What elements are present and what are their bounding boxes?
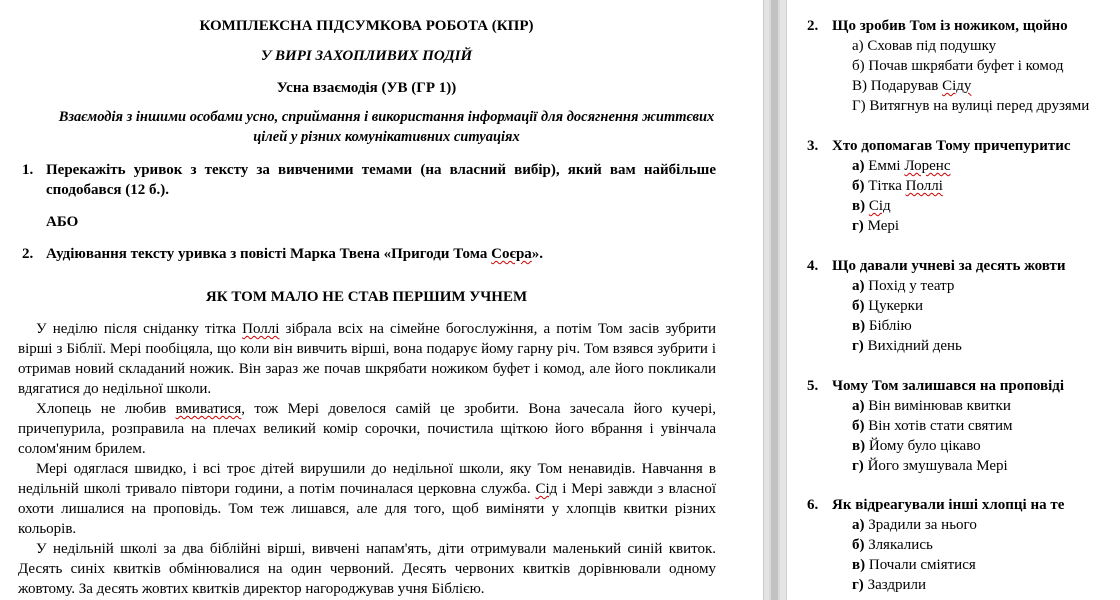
task-number: 2. xyxy=(22,246,34,262)
question-heading: 6. Як відреагували інші хлопці на те xyxy=(807,497,1065,513)
question-item xyxy=(807,16,1120,116)
answer-option: б) Він хотів стати святим xyxy=(852,418,1013,434)
task-item-1 xyxy=(22,160,716,200)
question-item xyxy=(807,376,1120,476)
answer-option: б) Цукерки xyxy=(852,298,923,314)
question-heading: 2. Що зробив Том із ножиком, щойно xyxy=(807,18,1068,34)
story-paragraph: У неділю після сніданку тітка Поллі зібрала всіх на сімейне богослужіння, а потім Том засів зубрити вірші з Біблії. Мері пообіцяла, що коли він вивчить вірші, вона подарує йому гарну річ. Том взявся зубрити і отримав новий складаний ножик. Він зараз же почав шкрябати ножиком буфет і комод, але його покликали вдягатися до недільної школи. xyxy=(18,321,716,397)
question-item xyxy=(807,495,1120,595)
story-paragraph: Мері одяглася швидко, і всі троє дітей вирушили до недільної школи, яку Том ненавидів. Навчання в недільній школі тривало півтори години, а потім починалася церковна служба. Сід і Мері завжди з власної охоти лишалися на проповідь. Том теж лишався, але для того, щоб виміняти у хлопців квитки різних кольорів. xyxy=(18,461,717,537)
spellcheck-word: Сід xyxy=(868,198,891,214)
story-text xyxy=(18,319,716,599)
scrollbar-thumb[interactable] xyxy=(771,0,778,600)
spellcheck-word: Соєра xyxy=(491,246,532,262)
answer-option: в) Йому було цікаво xyxy=(852,438,981,454)
answer-option: в) Почали сміятися xyxy=(852,557,976,573)
story-paragraph: Хлопець не любив вмиватися, тож Мері довелося самій це зробити. Вона зачесала його кучері, причепурила, розправила на плечах великий комір сорочки, почистила щіткою його вбрання і увінчала солом'яним брилем. xyxy=(18,401,716,457)
question-item xyxy=(807,256,1120,356)
story-paragraph: У недільній школі за два біблійні вірші, вивчені напам'ять, діти отримували маленький синій квиток. Десять синіх квитків обмінювалися на один червоний. Десять червоних квитків дорівнювали одному жовтому. За десять жовтих квитків директор нагороджував учня Біблією. xyxy=(18,541,716,597)
spellcheck-word: Лоренс xyxy=(904,158,951,174)
spellcheck-word: Сіду xyxy=(942,78,972,94)
spellcheck-word: Поллі xyxy=(242,321,280,337)
section-description: Взаємодія з іншими особами усно, сприймання і використання інформації для досягнення життєвих цілей у різних комунікативних ситуаціях xyxy=(58,109,715,145)
question-heading: 5. Чому Том залишався на проповіді xyxy=(807,378,1065,394)
answer-option: б) Тітка Поллі xyxy=(852,178,943,194)
answer-option: Г) Витягнув на вулиці перед друзями xyxy=(852,98,1090,114)
task-text: Перекажіть уривок з тексту за вивченими темами (на власний вибір), який вам найбільше сподобався (12 б.). xyxy=(46,162,716,198)
spellcheck-word: Поллі xyxy=(905,178,943,194)
answer-option: а) Він вимінював квитки xyxy=(852,398,1011,414)
answer-option: б) Почав шкрябати буфет і комод xyxy=(852,58,1064,74)
task-text: Аудіювання тексту уривка з повісті Марка Твена «Пригоди Тома Соєра». xyxy=(46,246,544,262)
answer-option: б) Злякались xyxy=(852,537,933,553)
vertical-scrollbar[interactable] xyxy=(769,0,780,600)
answer-option: в) Біблію xyxy=(852,318,912,334)
answer-option: г) Мері xyxy=(852,218,900,234)
answer-option: а) Сховав під подушку xyxy=(852,38,997,54)
work-subtitle: У ВИРІ ЗАХОПЛИВИХ ПОДІЙ xyxy=(260,48,473,64)
section-heading: Усна взаємодія (УВ (ГР 1)) xyxy=(276,80,457,96)
task-number: 1. xyxy=(22,162,34,178)
question-heading: 4. Що давали учневі за десять жовти xyxy=(807,258,1066,274)
answer-option: г) Заздрили xyxy=(852,577,927,593)
answer-option: а) Похід у театр xyxy=(852,278,955,294)
answer-option: в) Сід xyxy=(852,198,891,214)
answer-option: г) Вихідний день xyxy=(852,338,962,354)
document-page-right xyxy=(787,0,1120,600)
or-label: АБО xyxy=(46,214,79,230)
answer-option: а) Зрадили за нього xyxy=(852,517,977,533)
answer-option: В) Подарував Сіду xyxy=(852,78,972,94)
question-heading: 3. Хто допомагав Тому причепуритис xyxy=(807,138,1071,154)
answer-option: а) Еммі Лоренс xyxy=(852,158,951,174)
page-title: КОМПЛЕКСНА ПІДСУМКОВА РОБОТА (КПР) xyxy=(199,18,534,34)
task-item-2 xyxy=(22,244,716,264)
question-item xyxy=(807,136,1120,236)
spellcheck-word: вмиватися xyxy=(175,401,242,417)
story-title: ЯК ТОМ МАЛО НЕ СТАВ ПЕРШИМ УЧНЕМ xyxy=(205,289,528,305)
answer-option: г) Його змушувала Мері xyxy=(852,458,1008,474)
spellcheck-word: Сід xyxy=(535,481,558,497)
